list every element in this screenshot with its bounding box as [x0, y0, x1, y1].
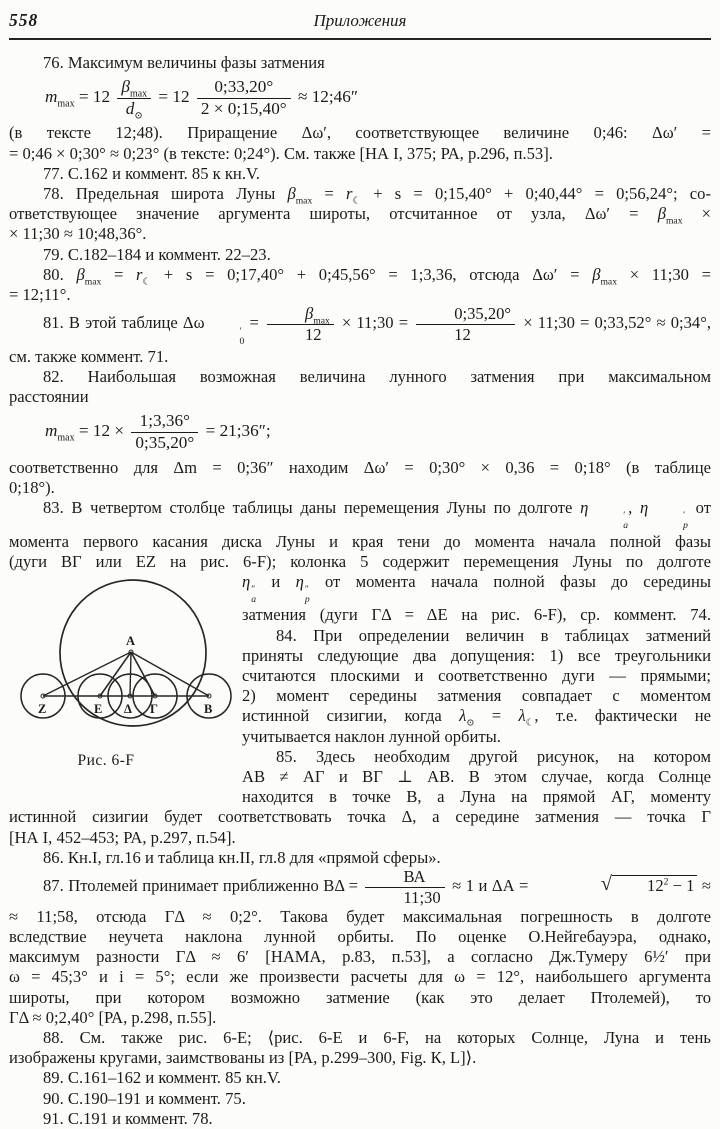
figure-6f-drawing	[9, 574, 233, 746]
text-line-90: 90. С.190–191 и коммент. 75.	[43, 1088, 246, 1108]
sup-sub-stack: ′ 0	[239, 325, 245, 347]
text-line-76-2: (в тексте 12;48). Приращение Δω′, соответствующее величине 0;46: Δω′ =	[9, 123, 711, 143]
text-line-84-5: истинной сизигии, когда $\lambda_⊙ = \lambda_☾$, т.е. фактически не	[242, 706, 712, 729]
text-line-84-1: 84. При определении величин в таблицах затмений	[276, 625, 711, 645]
formula-82: $m_{max} = 12$ × $\frac{1;3,36^\circ}{0;35,20^\circ}$ = 21;36″;	[45, 411, 271, 453]
text-line-83-3: (дуги ВГ или EZ на рис. 6-F); колонка 5 содержит перемещения Луны по долготе	[9, 551, 711, 571]
sup-sub-stack: ′ p	[683, 510, 688, 532]
text-line-77: 77. С.162 и коммент. 85 к кн.V.	[43, 163, 260, 183]
text-line-87-3: вследствие неучета наклона лунной орбиты. По оценке О.Нейгебауэра, однако,	[9, 927, 711, 947]
text-line-87-2: ≈ 11;58, отсюда ГΔ ≈ 0;2°. Такова будет максимальная погрешность в долготе	[9, 906, 711, 926]
text-line-89: 89. С.161–162 и коммент. 85 кн.V.	[43, 1068, 281, 1088]
figure-caption: Рис. 6-F	[77, 751, 135, 769]
figure-6f	[9, 574, 233, 793]
fraction: $\frac{ВА}{11;30}$	[365, 868, 444, 907]
text-line-88-2: изображены кругами, заимствованы из [РА, р.299–300, Fig. К, L]⟩.	[9, 1048, 477, 1068]
fraction: $\frac{1;3,36^\circ}{0;35,20^\circ}$	[131, 412, 198, 452]
text-line-85-2: АВ ≠ АГ и ВГ ⊥ АВ. В этом случае, когда Солнце	[242, 767, 711, 787]
label-e: E	[94, 701, 103, 716]
label-b: В	[204, 701, 213, 716]
text-line-84-6: учитывается наклон лунной орбиты.	[242, 726, 501, 746]
text-line-85-4: истинной сизигии будет соответствовать точка Δ, а середине затмения — точка Г	[9, 807, 711, 827]
text-line-82-1: 82. Наибольшая возможная величина лунного затмения при максимальном	[43, 367, 711, 387]
text-line-87-7: ГΔ ≈ 0;2,40° [РА, р.298, п.55].	[9, 1007, 217, 1027]
text-line-83-2: момента первого касания диска Луны и края тени до момента начала полной фазы	[9, 531, 711, 551]
text-line-80-1: 80. $\beta_{max} = r_☾ + s$ = 0;17,40° + 0;45,56° = 1;3,36, отсюда $\Delta\omega' = \beta_{max}$ × 11;30 =	[43, 264, 712, 288]
text-line-82-3: соответственно для Δm = 0;36″ находим Δω′ = 0;30° × 0,36 = 0;18° (в таблице	[9, 457, 711, 477]
label-z: Z	[38, 701, 47, 716]
text-line-84-4: 2) момент середины затмения совпадает с моментом	[242, 686, 711, 706]
label-gamma: Г	[150, 701, 158, 716]
formula-76: $m_{max} = 12$ $\frac{\beta_{max}}{d_⊙}$ = 12 $\frac{0;33,20^\circ}{2 \times 0;15,40^\circ}$ ≈ 12;46″	[45, 77, 359, 122]
text-line-84-2: приняты следующие два допущения: 1) все треугольники	[242, 645, 711, 665]
text-line-83-1: 83. В четвертом столбце таблицы даны перемещения Луны по долготе η ′ a , η ′ p от	[43, 498, 711, 532]
text-line-76-3: = 0;46 × 0;30° ≈ 0;23° (в тексте: 0;24°). См. также [НА I, 375; РА, р.296, п.53].	[9, 143, 553, 163]
line-a-z	[43, 652, 131, 696]
text-line-82-4: 0;18°).	[9, 477, 55, 497]
text-line-78-3: × 11;30 ≈ 10;48,36°.	[9, 224, 147, 244]
text-line-85-3: находится в точке В, а Луна на прямой АГ, моменту	[242, 787, 711, 807]
text-line-87-5: ω = 45;3° и i = 5°; если же произвести расчеты для ω = 12°, наибольшего аргумента	[9, 967, 711, 987]
page-header	[9, 10, 711, 34]
text-line-79: 79. С.182–184 и коммент. 22–23.	[43, 244, 271, 264]
text-line-83-5: затмения (дуги ГΔ = ΔЕ на рис. 6-F), ср. коммент. 74.	[242, 605, 711, 625]
text-line-85-1: 85. Здесь необходим другой рисунок, на котором	[276, 746, 711, 766]
text-line-88-1: 88. См. также рис. 6-Е; ⟨рис. 6-Е и 6-F, на которых Солнце, Луна и тень	[43, 1028, 711, 1048]
fraction: $\frac{\beta_{max}}{12}$	[267, 305, 334, 344]
text-line-86: 86. Кн.I, гл.16 и таблица кн.II, гл.8 для «прямой сферы».	[43, 847, 441, 867]
text-line-76-1: 76. Максимум величины фазы затмения	[43, 53, 325, 72]
text-line-84-3: считаются плоскими и соответственно дуги — прямыми;	[242, 666, 711, 685]
text-line-91: 91. С.191 и коммент. 78.	[43, 1108, 213, 1128]
text-line-83-4: η ″ a и η ″ p от момента начала полной фазы до середины	[242, 571, 711, 606]
sup-sub-stack: ″ a	[251, 584, 257, 606]
text-line-85-5: [НА I, 452–453; РА, р.297, п.54].	[9, 827, 236, 847]
text-line-78-2: ответствующее значение аргумента широты, отсчитанное от узла, $\Delta\omega' = \beta_{max}$ ×	[9, 204, 711, 227]
line-a-delta	[130, 652, 131, 696]
text-line-80-2: = 12;11°.	[9, 284, 71, 304]
sup-sub-stack: ′ a	[623, 510, 629, 532]
text-line-81-2: см. также коммент. 71.	[9, 346, 169, 366]
text-line-82-2: расстоянии	[9, 387, 89, 407]
text-line-81-1: 81. В этой таблице Δω ′ 0 = $\frac{\beta_{max}}{12}$ × 11;30 = $\frac{0;35,20^\circ}{12}$ × 11;30 = 0;33,52° ≈ 0;34°,	[43, 304, 712, 347]
text-line-78-1: 78. Предельная широта Луны $\beta_{max} = r_☾ + s$ = 0;15,40° + 0;40,44° = 0;56,24°; со-	[43, 183, 711, 207]
label-a: A	[126, 633, 136, 648]
text-line-87-4: максимум разности ГΔ ≈ 6′ [НАМА, р.83, п.53], а согласно Дж.Тумеру 6½′ при	[9, 947, 711, 967]
sup-sub-stack: ″ p	[304, 584, 310, 606]
text-line-87-1: 87. Птолемей принимает приближенно ВΔ = $\frac{ВА}{11;30}$ ≈ 1 и ΔА = √ $12^2 - 1$ ≈	[43, 867, 711, 907]
fraction: $\frac{0;35,20^\circ}{12}$	[416, 305, 515, 344]
running-title: Приложения	[313, 11, 407, 30]
header-rule	[9, 38, 711, 40]
fraction: $\frac{0;33,20^\circ}{2 \times 0;15,40^\circ}$	[197, 78, 291, 118]
label-delta: Δ	[124, 701, 132, 716]
fraction: $\frac{\beta_{max}}{d_⊙}$	[117, 78, 151, 118]
page-number: 558	[9, 10, 39, 30]
text-line-87-6: широты, при котором возможно затмение (как это делает Птолемей), то	[9, 987, 711, 1007]
sqrt-radical: √ $12^2 - 1$	[533, 875, 697, 896]
